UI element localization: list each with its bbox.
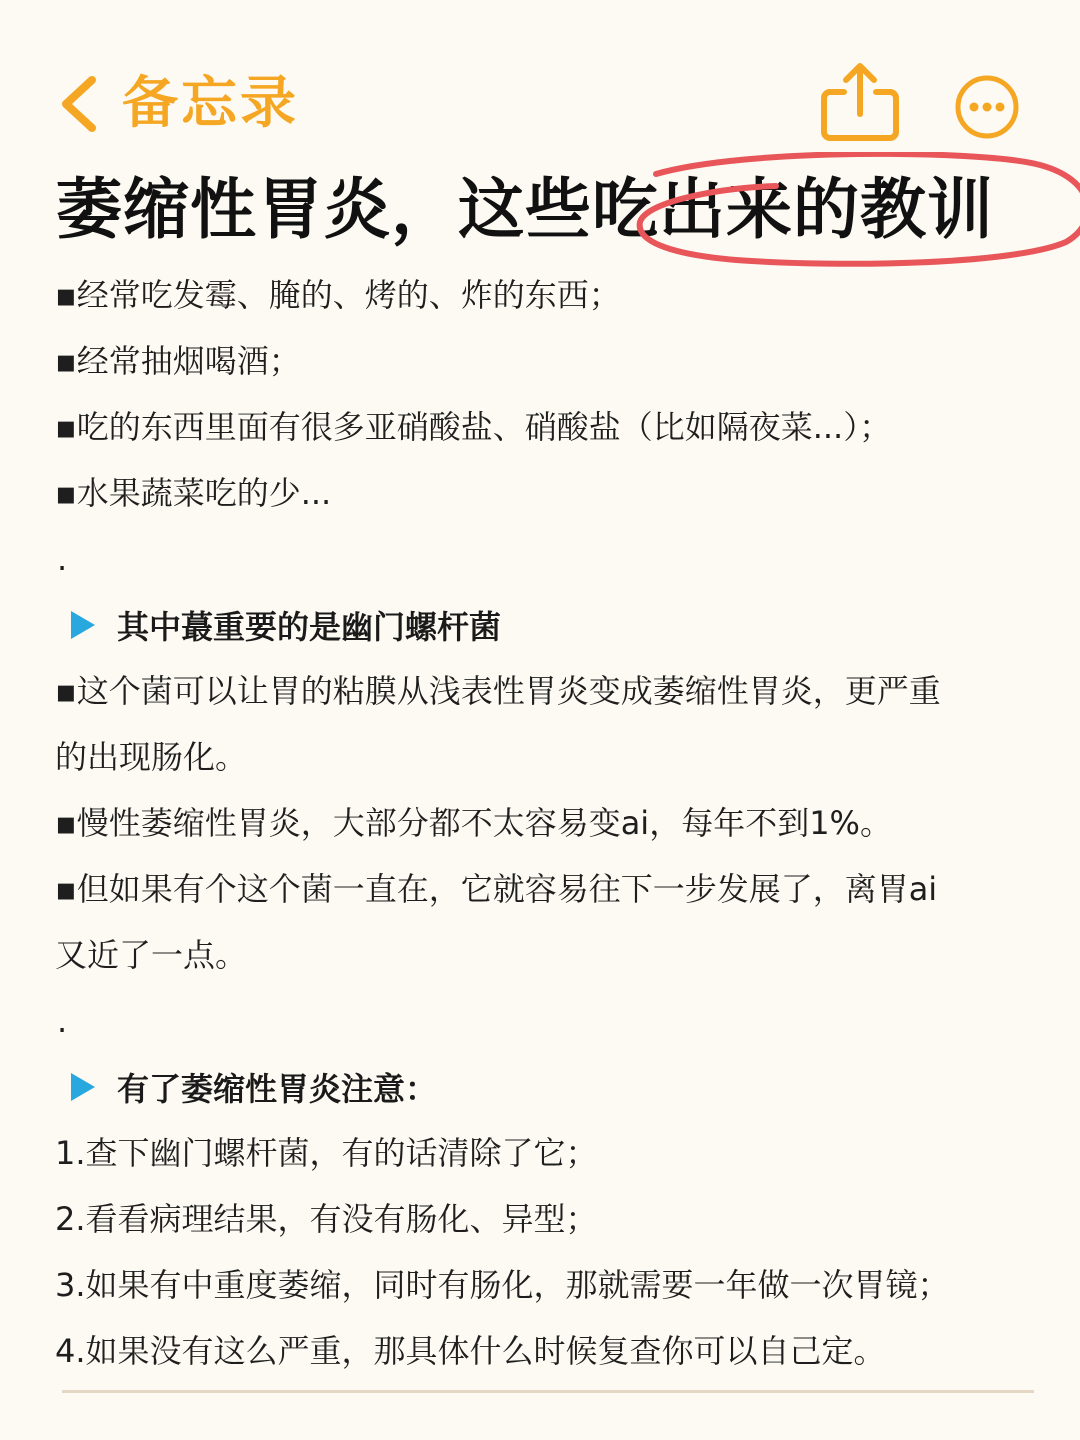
top-bar [0, 0, 1080, 150]
back-label: 备忘录 [122, 71, 299, 136]
share-icon [818, 62, 902, 142]
body-line: ▪慢性萎缩性胃炎，大部分都不太容易变ai，每年不到1%。 [55, 804, 892, 842]
separator: . [57, 540, 68, 578]
more-icon [954, 74, 1020, 140]
share-button[interactable] [818, 62, 902, 142]
play-triangle-icon [71, 611, 95, 639]
chevron-left-icon [58, 74, 98, 134]
intro-line: ▪经常吃发霉、腌的、烤的、炸的东西； [55, 276, 621, 314]
highlight-circle [596, 152, 1080, 270]
body-line: ▪这个菌可以让胃的粘膜从浅表性胃炎变成萎缩性胃炎，更严重 [55, 672, 941, 710]
list-item: 1.查下幽门螺杆菌，有的话清除了它； [55, 1134, 598, 1172]
section-heading [55, 1054, 1035, 1120]
list-item: 3.如果有中重度萎缩，同时有肠化，那就需要一年做一次胃镜； [55, 1266, 950, 1304]
body-line: 的出现肠化。 [55, 738, 248, 776]
play-triangle-icon [71, 1073, 95, 1101]
back-button[interactable] [58, 68, 299, 140]
list-item: 4.如果没有这么严重，那具体什么时候复查你可以自己定。 [55, 1332, 886, 1370]
section-heading [55, 592, 1035, 658]
list-item: 2.看看病理结果，有没有肠化、异型； [55, 1200, 598, 1238]
title-block [56, 160, 1056, 260]
intro-line: ▪吃的东西里面有很多亚硝酸盐、硝酸盐（比如隔夜菜...）； [55, 408, 892, 446]
section-heading-text: 有了萎缩性胃炎注意： [117, 1070, 438, 1108]
note-body [55, 262, 1035, 1384]
page-title: 萎缩性胃炎，这些吃出来的教训 [56, 171, 994, 248]
section-heading-text: 其中蕞重要的是幽门螺杆菌 [117, 608, 502, 646]
body-line: ▪但如果有个这个菌一直在，它就容易往下一步发展了，离胃ai [55, 870, 938, 908]
intro-line: ▪经常抽烟喝酒； [55, 342, 301, 380]
bottom-divider [62, 1390, 1034, 1393]
separator: . [57, 1002, 68, 1040]
more-button[interactable] [954, 74, 1020, 140]
body-line: 又近了一点。 [55, 936, 248, 974]
intro-line: ▪水果蔬菜吃的少... [55, 474, 332, 512]
